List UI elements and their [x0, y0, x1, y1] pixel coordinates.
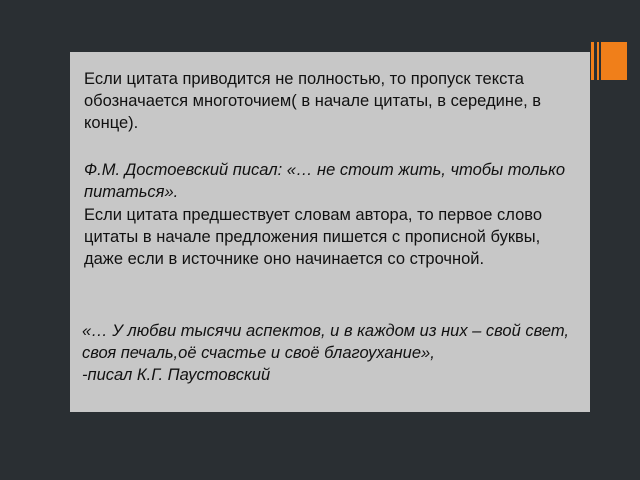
accent-bar-wide [601, 42, 627, 80]
slide-text-panel [70, 52, 590, 412]
accent-bar-thin-left [591, 42, 594, 80]
paragraph-capitalization-rule: Если цитата предшествует словам автора, то первое слово цитаты в начале предложения пишется с прописной буквы, даже если в источнике оно начинается со строчной. [84, 206, 543, 268]
accent-bar-thin-right [597, 42, 599, 80]
paragraph-partial-quote-rule: Если цитата приводится не полностью, то пропуск текста обозначается многоточием( в начале цитаты, в середине, в конце). [84, 70, 542, 132]
paragraph-paustovsky-quote: «… У любви тысячи аспектов, и в каждом из них – свой свет, своя печаль,оё счастье и своё благоухание», -писал К.Г. Паустовский [82, 322, 570, 384]
paragraph-dostoevsky-quote: Ф.М. Достоевский писал: «… не стоит жить, чтобы только питаться». [84, 161, 566, 201]
